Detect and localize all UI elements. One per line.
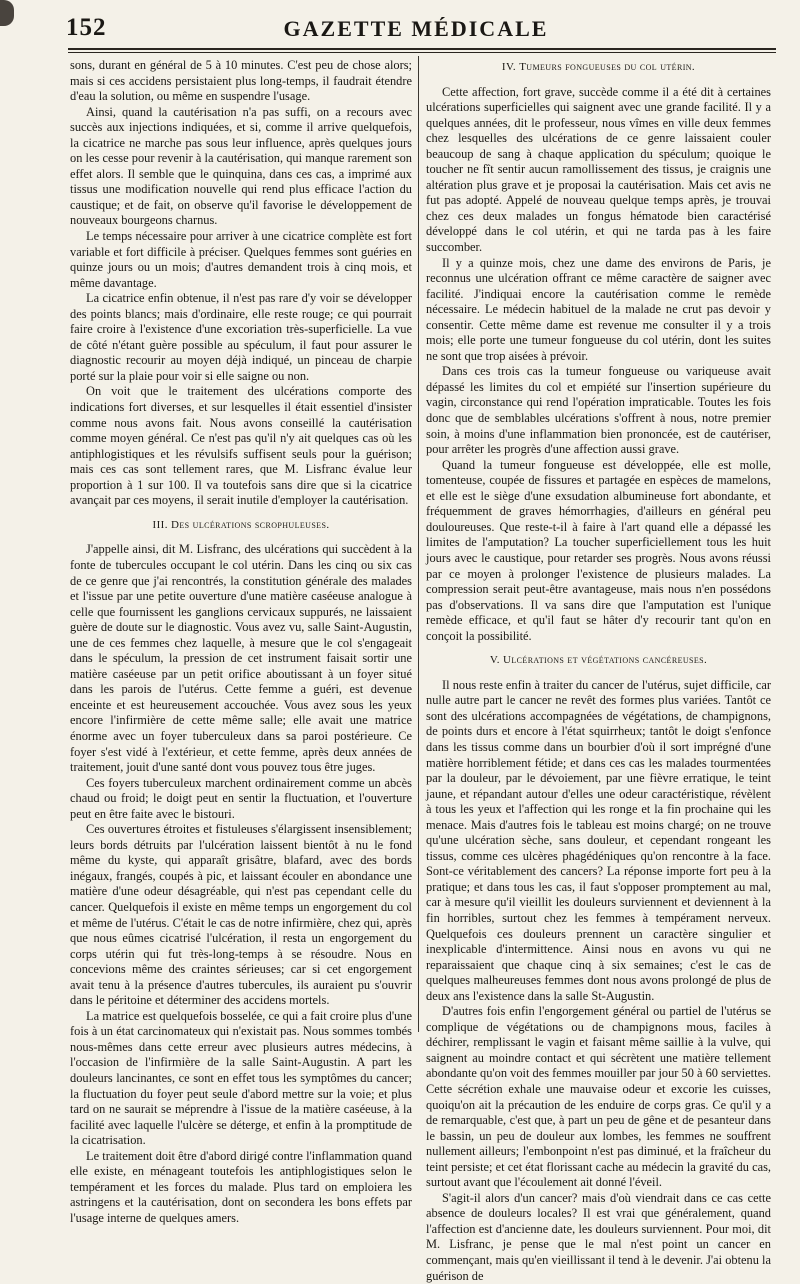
- header-rule: [68, 48, 776, 50]
- section-title: Des ulcérations scrophuleuses.: [171, 518, 330, 531]
- paragraph: Dans ces trois cas la tumeur fongueuse ou variqueuse avait dépassé les limites du col et empiété sur l'insertion supérieure du vagin, circonstance qui rend l'opération impraticable. Toutes les fois donc que de semblables ulcérations s'offrent à nous, notre premier soin, à moins d'une inflammation bien prononcée, est de cautériser, pour arrêter les progrès d'une affection aussi grave.: [426, 364, 771, 457]
- section-number: V.: [489, 654, 500, 667]
- section-number: III.: [152, 518, 168, 531]
- paragraph: Le traitement doit être d'abord dirigé contre l'inflammation quand elle existe, en ménageant toutefois les antiphlogistiques selon le tempérament et les forces du malade. Plus tard on emploiera les astringens et la cautérisation, dont on secondera les bons effets par l'usage interne de quelques amers.: [70, 1148, 412, 1225]
- paragraph: La matrice est quelquefois bosselée, ce qui a fait croire plus d'une fois à un état carcinomateux qui n'existait pas. Nous sommes tombés nous-mêmes dans cette erreur avec plusieurs autres médecins, à l'occasion de l'infirmière de la salle Saint-Augustin. A part les douleurs lancinantes, ce sont en effet tous les symptômes du cancer; la fluctuation du foyer peut seule d'abord mettre sur la voie; et plus tard on ne saurait se méprendre à l'issue de la matière caséeuse, à la facilité avec laquelle l'ulcère se déterge, et enfin à la promptitude de la cicatrisation.: [70, 1008, 412, 1148]
- paragraph: Ainsi, quand la cautérisation n'a pas suffi, on a recours avec succès aux injections indiquées, et si, comme il arrive quelquefois, la cicatrice ne marche pas sous leur influence, après quelques jours on les cesse pour revenir à la cautérisation, qui manque rarement son effet alors. Il semble que le quinquina, dans ces cas, a imprimé aux tissus une modification nouvelle qui rend plus efficace l'action du caustique; et de fait, on observe qu'il favorise le développement de nouveaux bourgeons charnus.: [70, 104, 412, 228]
- paragraph: La cicatrice enfin obtenue, il n'est pas rare d'y voir se développer des points blancs; mais d'ordinaire, elle reste rouge; ce qui pourrait faire croire à l'existence d'une excoriation très-superficielle. La vue de côté n'étant guère possible au spéculum, il faut pour assurer le diagnostic recourir au moyen déjà indiqué, un pinceau de charpie porté sur la plaie pour voir si elle saigne ou non.: [70, 291, 412, 383]
- left-column: [70, 58, 412, 1225]
- section-heading-4: [426, 60, 771, 76]
- section-title: Ulcérations et végétations cancéreuses.: [503, 654, 708, 667]
- section-title: Tumeurs fongueuses du col utérin.: [519, 61, 696, 73]
- page-number: 152: [66, 14, 107, 41]
- paragraph: On voit que le traitement des ulcérations comporte des indications fort diverses, et sur lesquelles il était essentiel d'insister comme nous avons fait. Nous avons conseillé la cautérisation comme moyen général. Ce n'est pas qu'il n'y ait quelques cas où les antiphlogistiques et les révulsifs suffisent seuls pour la guérison; mais ces cas sont tellement rares, que M. Lisfranc évalue leur proportion à 1 sur 100. Il va toutefois sans dire que si la cicatrice avançait par ces moyens, il serait inutile d'employer la cautérisation.: [70, 384, 412, 508]
- paragraph: Il y a quinze mois, chez une dame des environs de Paris, je reconnus une ulcération offrant ce même caractère de saigner avec facilité. J'indiquai encore la cautérisation comme le remède nécessaire. Le médecin habituel de la malade ne crut pas devoir y consentir. Cette même dame est revenue me consulter il y a trois mois; elle porte une tumeur fongueuse du col utérin, dont les suites ne sont que trop aisées à prévoir.: [426, 255, 771, 363]
- paragraph: Quand la tumeur fongueuse est développée, elle est molle, tomenteuse, coupée de fissures et partagée en espèces de mamelons, et elle est le siège d'une exsudation albumineuse fort abondante, et fréquemment de graves hémorrhagies, d'ailleurs en général peu douloureuses. Que reste-t-il à faire à l'art quand elle a dépassé les limites de l'amputation? La toucher superficiellement tous les huit jours avec le caustique, pour retarder ses progrès. Nous avons réussi par ce moyen à prolonger l'existence de plusieurs malades. La compression serait peut-être avantageuse, mais nous n'en possédons pas d'observations. Il va sans dire que l'amputation est l'unique remède efficace, et qu'il faut se hâter d'y recourir tant qu'on en conçoit la possibilité.: [426, 457, 771, 643]
- paragraph: sons, durant en général de 5 à 10 minutes. C'est peu de chose alors; mais si ces accidens persistaient plus long-temps, il faudrait étendre d'eau la solution, ou même en suspendre l'usage.: [70, 58, 412, 104]
- paragraph: Ces foyers tuberculeux marchent ordinairement comme un abcès chaud ou froid; le doigt peut en sentir la fluctuation, et l'ouverture peut en être faite avec le bistouri.: [70, 775, 412, 821]
- paragraph: Il nous reste enfin à traiter du cancer de l'utérus, sujet difficile, car nulle autre part le cancer ne revêt des formes plus variées. Tantôt ce sont des ulcérations accompagnées de végétations, de champignons, de points durs et encore à l'état squirrheux; tantôt le doigt s'enfonce dans les tissus comme dans un bourbier d'où il sort imprégné d'une matière horriblement fétide; et dans ces cas les malades tourmentées par la douleur, par le dévoiement, par une fièvre erratique, le teint jaune, et répandant autour d'elles une odeur caractéristique, révèlent à tous les yeux et l'affection qui les ronge et la fin prochaine qui les menace. Mais d'autres fois le tableau est moins chargé; on ne trouve qu'une ulcération sèche, sans douleur, et cependant rongeant les tissus, comme ces ulcères phagédéniques qu'on rencontre à la face. Sont-ce véritablement des cancers? La réponse importe fort peu à la pratique; et dans tous les cas, il faut s'opposer promptement au mal, car à mesure qu'il vieillit les douleurs surviennent et deviennent à la fin horribles, surtout chez les femmes à tempérament nerveux. Quelquefois ces douleurs prennent un caractère singulier et inexplicable d'intermittence. Ainsi nous en avons vu qui ne reparaissaient que chaque cinq à six semaines; c'est le cas de quelques malheureuses femmes dont nous avons prolongé de plus de deux ans l'existence dans la salle St-Augustin.: [426, 677, 771, 1003]
- paragraph: Ces ouvertures étroites et fistuleuses s'élargissent insensiblement; leurs bords détruits par l'ulcération laissent bientôt à nu le fond même du kyste, qui apparaît grisâtre, blafard, avec des bords inégaux, frangés, coupés à pic, et laissant écouler en abondance une matière d'une odeur désagréable, qui n'est pas cependant celle du cancer. Quelquefois il existe en même temps un engorgement du col et même de l'utérus. C'était le cas de notre infirmière, chez qui, après que nous eûmes cicatrisé l'ulcération, il resta un engorgement du corps utérin qui fut très-long-temps à se résoudre. Nous en concevions même des craintes sérieuses; car si cet engorgement avait tenu à la présence d'autres tubercules, ils auraient pu s'ouvrir dans le péritoine et déterminer des accidens mortels.: [70, 822, 412, 1008]
- binding-hole-mark: [0, 0, 14, 26]
- section-heading-3: [70, 518, 412, 534]
- right-column: [426, 58, 771, 1283]
- page-header: [58, 12, 774, 48]
- column-divider: [418, 56, 419, 1032]
- section-heading-5: [426, 653, 771, 669]
- paragraph: S'agit-il alors d'un cancer? mais d'où viendrait dans ce cas cette absence de douleurs locales? Il est vrai que généralement, quand l'affection est d'ancienne date, les douleurs surviennent. Pour moi, dit M. Lisfranc, je pense que le mal n'est point un cancer en commençant, mais qu'en vieillissant il tend à le devenir. J'ai obtenu la guérison de: [426, 1190, 771, 1283]
- paragraph: D'autres fois enfin l'engorgement général ou partiel de l'utérus se complique de végétations ou de champignons mous, faciles à déchirer, remplissant le vagin et faisant même saillie à la vulve, qui saignent au moindre contact et qui sécrètent une matière tellement abondante qu'on voit des femmes mouiller par jour 50 à 60 serviettes. Cette sécrétion exhale une mauvaise odeur et excorie les cuisses, quoiqu'on ait la précaution de les enduire de corps gras. Ce qu'il y a de remarquable, c'est que, à part un peu de gêne et de pesanteur dans le bassin, un peu de douleur aux lombes, les femmes ne souffrent nullement ailleurs; l'embonpoint n'est pas diminué, et la fraîcheur du teint persiste; et cet état florissant cache au médecin la gravité du cas, surtout avant que l'écoulement ait donné l'éveil.: [426, 1004, 771, 1190]
- journal-title: GAZETTE MÉDICALE: [283, 16, 549, 41]
- paragraph: Le temps nécessaire pour arriver à une cicatrice complète est fort variable et fort difficile à préciser. Quelques femmes sont guéries en quinze jours ou un mois; d'autres demandent trois à cinq mois, et même davantage.: [70, 229, 412, 290]
- header-rule-thin: [68, 52, 776, 53]
- section-number: IV.: [501, 61, 517, 73]
- paragraph: J'appelle ainsi, dit M. Lisfranc, des ulcérations qui succèdent à la fonte de tubercules occupant le col utérin. Dans les cinq ou six cas de ce genre que j'ai rencontrés, la constitution générale des malades et l'issue par une petite ouverture d'une matière caséeuse analogue à celle que fournissent les ganglions cervicaux suppurés, ne laissaient guère de doute sur le diagnostic. Vous avez vu, salle Saint-Augustin, une de ces femmes chez laquelle, à mesure que le col s'engageait dans le spéculum, la pression de cet instrument faisait sortir une matière caséeuse par un petit orifice aboutissant à un foyer situé dans les parois de l'utérus. Cette femme a guéri, est devenue enceinte et est heureusement accouchée. Vous avez sous les yeux encore l'infirmière de cette même salle; elle avait une matrice énorme avec un foyer tuberculeux dans sa paroi postérieure. Ce foyer s'est vidé à l'extérieur, et cette femme, après deux années de traitement, jouit d'une santé dont vous pouvez tous être juges.: [70, 542, 412, 775]
- paragraph: Cette affection, fort grave, succède comme il a été dit à certaines ulcérations superficielles qui saignent avec une grande facilité. Il y a quelques années, dit le professeur, nous vîmes en ville deux femmes chez lesquelles des ulcérations de ce genre laissaient couler beaucoup de sang à chaque application du spéculum; quoique le toucher ne fît sentir aucun ramollissement des tissus, je craignis une altération plus grave et je proposai la cautérisation. Mais cet avis ne fut pas adopté. Appelé de nouveau quelque temps après, je trouvai chez ces deux malades un fongus hématode bien caractérisé développé dans le col utérin, et qui ne tarda pas à les faire succomber.: [426, 84, 771, 255]
